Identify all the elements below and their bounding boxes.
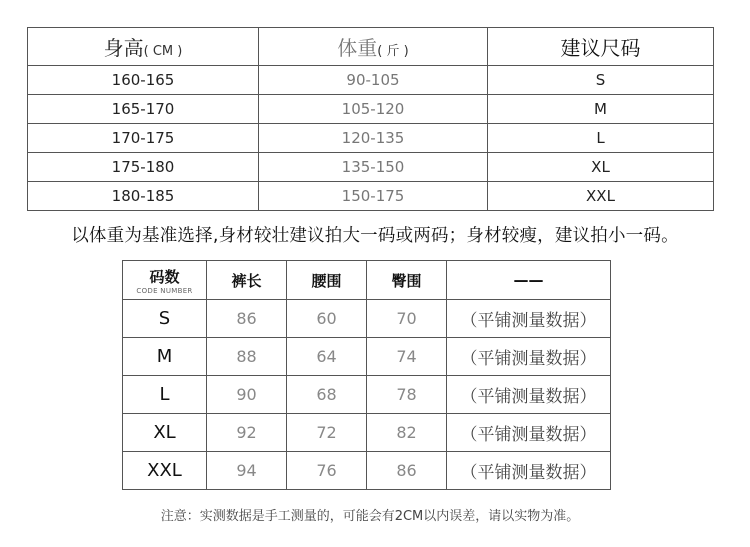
measurement-row [123, 300, 611, 338]
code-header-label: 码数 [149, 267, 180, 286]
weight-header-unit: ( 斤 ) [377, 44, 409, 59]
weight-range-cell: 105-120 [259, 95, 488, 124]
waist-cell: 72 [287, 414, 367, 452]
waist-cell: 68 [287, 376, 367, 414]
recommended-size-cell: L [488, 124, 714, 153]
recommended-size-header [488, 28, 714, 66]
size-table-row [28, 182, 714, 211]
weight-range-cell: 90-105 [259, 66, 488, 95]
waist-cell: 64 [287, 338, 367, 376]
size-table-row [28, 124, 714, 153]
measurement-row [123, 376, 611, 414]
measurement-table [122, 260, 611, 490]
weight-range-cell: 150-175 [259, 182, 488, 211]
hip-cell: 74 [367, 338, 447, 376]
size-code-cell: S [123, 300, 207, 338]
size-code-cell: L [123, 376, 207, 414]
pants-length-cell: 92 [207, 414, 287, 452]
flat-measure-note-cell: （平铺测量数据） [447, 376, 611, 414]
height-range-cell: 175-180 [28, 153, 259, 182]
height-header-unit: ( CM ) [143, 44, 183, 59]
weight-header [259, 28, 488, 66]
waist-cell: 60 [287, 300, 367, 338]
height-header-label: 身高 [103, 36, 144, 60]
height-range-cell: 180-185 [28, 182, 259, 211]
recommended-size-header-label: 建议尺码 [560, 36, 641, 60]
height-range-cell: 165-170 [28, 95, 259, 124]
height-range-cell: 160-165 [28, 66, 259, 95]
measurement-footnote: 注意：实测数据是手工测量的，可能会有2CM以内误差，请以实物为准。 [160, 509, 580, 524]
hip-cell: 82 [367, 414, 447, 452]
recommended-size-cell: XXL [488, 182, 714, 211]
recommended-size-cell: M [488, 95, 714, 124]
hip-cell: 70 [367, 300, 447, 338]
size-table-row [28, 66, 714, 95]
pants-length-cell: 90 [207, 376, 287, 414]
size-code-cell: XL [123, 414, 207, 452]
height-range-cell: 170-175 [28, 124, 259, 153]
size-advice-text: 以体重为基准选择,身材较壮建议拍大一码或两码；身材较瘦，建议拍小一码。 [71, 226, 679, 246]
waist-header: 腰围 [287, 261, 367, 300]
pants-length-cell: 88 [207, 338, 287, 376]
measurement-row [123, 338, 611, 376]
dash-header: —— [447, 261, 611, 300]
recommended-size-cell: XL [488, 153, 714, 182]
pants-length-cell: 94 [207, 452, 287, 490]
recommended-size-cell: S [488, 66, 714, 95]
size-table-header-row [28, 28, 714, 66]
flat-measure-note-cell: （平铺测量数据） [447, 452, 611, 490]
weight-range-cell: 135-150 [259, 153, 488, 182]
code-header [123, 261, 207, 300]
weight-range-cell: 120-135 [259, 124, 488, 153]
size-table-row [28, 153, 714, 182]
hip-cell: 86 [367, 452, 447, 490]
measurement-row [123, 414, 611, 452]
flat-measure-note-cell: （平铺测量数据） [447, 338, 611, 376]
flat-measure-note-cell: （平铺测量数据） [447, 300, 611, 338]
measurement-row [123, 452, 611, 490]
waist-cell: 76 [287, 452, 367, 490]
code-header-subtitle: CODE NUMBER [136, 286, 193, 295]
size-recommendation-table [27, 27, 714, 211]
weight-header-label: 体重 [337, 36, 378, 60]
hip-header: 臀围 [367, 261, 447, 300]
height-header [28, 28, 259, 66]
size-table-row [28, 95, 714, 124]
flat-measure-note-cell: （平铺测量数据） [447, 414, 611, 452]
measurement-table-header-row [123, 261, 611, 300]
pants-length-cell: 86 [207, 300, 287, 338]
size-code-cell: XXL [123, 452, 207, 490]
size-code-cell: M [123, 338, 207, 376]
hip-cell: 78 [367, 376, 447, 414]
pants-length-header: 裤长 [207, 261, 287, 300]
